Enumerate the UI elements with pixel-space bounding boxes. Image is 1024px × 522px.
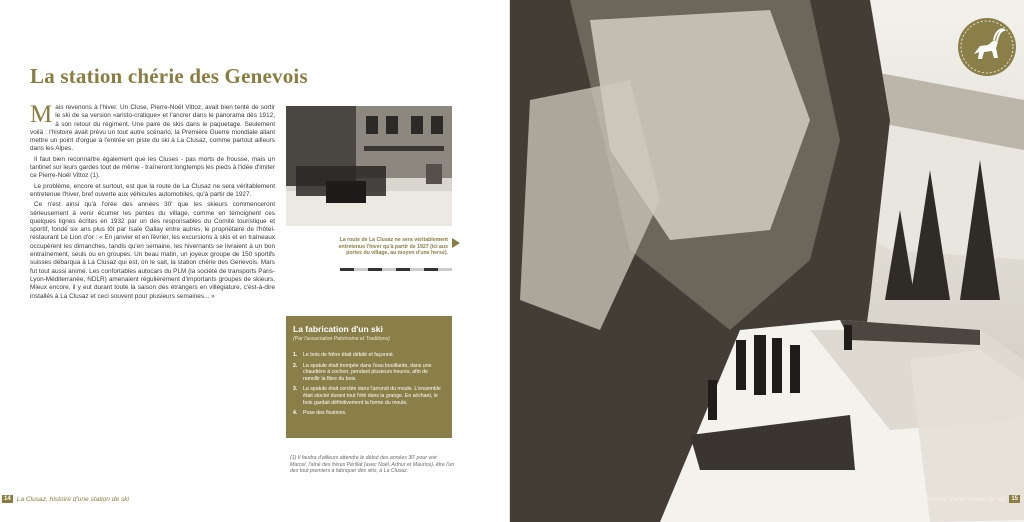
list-item: 4. Pose des fixations. [293, 410, 347, 417]
badge [958, 18, 1016, 76]
box-list [293, 352, 443, 421]
page-number: 14 [4, 496, 11, 502]
snowy-road-photo [510, 0, 1024, 522]
paragraph-3: Le problème, encore et surtout, est que la route de La Clusaz ne sera véritablement entretenue l'hiver, bref ouverte aux véhicules automobiles, qu'à partir de 1927. [30, 182, 275, 198]
caption-arrow-icon [452, 238, 460, 248]
scale-bar [340, 268, 452, 271]
running-footer: La Clusaz, histoire d'une station de ski [16, 495, 130, 503]
info-box [286, 316, 452, 438]
box-title: La fabrication d'un ski [293, 324, 383, 334]
box-subtitle: (Par l'association Patrimoine et Traditions) [293, 336, 390, 342]
photo-caption: La route de La Clusaz ne sera véritablement entretenue l'hiver qu'à partir de 1927 (ici aux portes du village, au moyen d'une herse). [338, 237, 448, 257]
paragraph-2: Il faut bien reconnaître également que les Cluses - pas morts de frousse, mais un tantinet sur leurs gardes tout de même - traîneront longtemps les pieds à l'idée d'imiter ce Pierre-Noël Vittoz (1). [30, 155, 275, 180]
left-page [0, 0, 510, 522]
page-title: La station chérie des Genevois [30, 64, 308, 88]
paragraph-4: Ce n'est ainsi qu'à l'orée des années 30' que les skieurs commenceront sérieusement à venir écumer les pentes du village, comme en témoignent ces quelques lignes écrites en 1932 par un des responsables du Comité touristique et sportif, fondé six ans plus tôt par Isaïe Gallay entre autres, le propriétaire de l'hôtel-restaurant Le Lion d'or : « En janvier et en février, les excursions à skis et en traîneaux occupèrent les dimanches, tandis qu'en semaine, les hivernants se livraient à un bon entraînement, seuls ou en groupes. Un beau matin, un joyeux groupe de 150 sportifs suisses débarqua à La Clusaz qui est, on le sait, la station chérie des Genevois. Mars fut tout aussi animé. Les confortables autocars du PLM (la société de transports Paris-Lyon-Méditerranée, NDLR) amenaient régulièrement d'importants groupes de skieurs. Mieux encore, il y eut durant toute la saison des étrangers en villégiature, c'est-à-dire installés à La Clusaz et ceci souvent pour plusieurs semaines... » [30, 201, 275, 300]
body-text [30, 101, 275, 303]
right-page [510, 0, 1024, 522]
footnote: (1) Il faudra d'ailleurs attendre le début des années 30' pour voir Marcel, l'aîné des frères Périllat (avec Noël, Arthur et Maurice), être l'un des tout premiers à fabriquer des skis, à La Clusaz. [290, 455, 455, 475]
page-number: 15 [1011, 496, 1018, 502]
list-item: 3. La spatule était cerclée dans l'arrondi du moule. L'ensemble était stocké durant tout l'été dans la grange. En séchant, le bois gardait définitivement la forme du moule. [293, 386, 441, 406]
ibex-icon [958, 18, 1016, 76]
list-item: 1. Le bois de frêne était débité et façonné. [293, 352, 395, 358]
paragraph-1: ais revenons à l'hiver. Un Cluse, Pierre-Noël Vittoz, avait bien tenté de sortir le ski de sa version «aristo-cratique» et l'ancrer dans le panorama dès 1912, à son retour du régiment. Une paire de skis dans le paquetage. Seulement voilà : l'histoire avait prévu un tout autre scénario, la Première Guerre mondiale allant mettre un point d'orgue à l'entrée en piste du ski à La Clusaz, comme partout ailleurs dans les Alpes. [30, 104, 275, 153]
drop-cap: M [30, 101, 53, 128]
village-sleigh-photo [286, 106, 452, 226]
running-footer: La Clusaz, histoire d'une station de ski [892, 495, 1006, 503]
list-item: 2. La spatule était trempée dans l'eau bouillante, dans une chaudière à cochon, pendant plusieurs heures, afin de ramollir la fibre du bois. [293, 362, 432, 382]
folio-left [2, 495, 129, 503]
folio-right [893, 495, 1020, 503]
